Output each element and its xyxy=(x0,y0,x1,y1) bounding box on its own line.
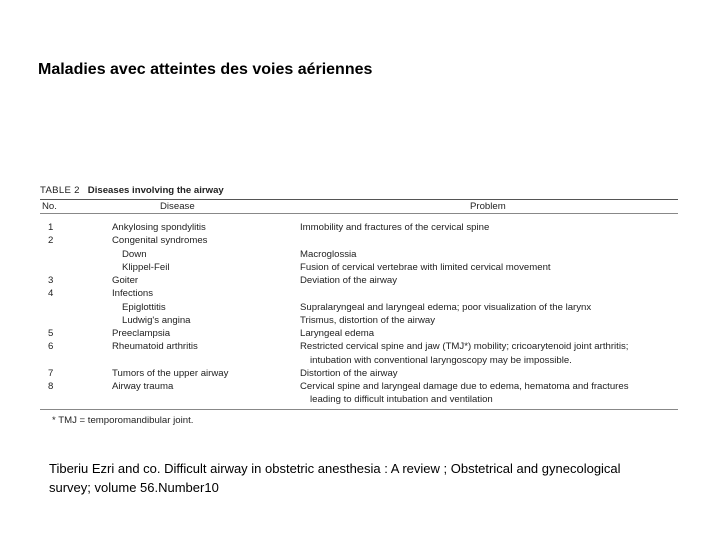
citation: Tiberiu Ezri and co. Difficult airway in obstetric anesthesia : A review ; Obstetrical and gynecological survey; volume 56.Number10 xyxy=(49,461,621,495)
row-disease: Congenital syndromes xyxy=(112,235,208,247)
table-header-rule xyxy=(40,213,678,214)
row-no: 6 xyxy=(48,341,54,353)
table-row xyxy=(40,274,678,287)
row-problem: Laryngeal edema xyxy=(300,328,375,339)
row-no: 7 xyxy=(48,367,54,379)
row-problem: Supralaryngeal and laryngeal edema; poor visualization of the larynx xyxy=(300,301,592,313)
row-no: 2 xyxy=(48,235,54,247)
row-problem: Cervical spine and laryngeal damage due to edema, hematoma and fractures xyxy=(300,381,629,392)
table-body xyxy=(40,221,678,407)
row-disease: Klippel-Feil xyxy=(122,261,170,273)
row-no: 1 xyxy=(48,222,54,233)
header-disease: Disease xyxy=(160,201,195,212)
table-label: TABLE 2 xyxy=(40,185,80,196)
table-caption xyxy=(40,183,678,198)
header-problem: Problem xyxy=(470,201,506,212)
table-row xyxy=(40,301,678,314)
row-problem: Fusion of cervical vertebrae with limited cervical movement xyxy=(300,261,551,273)
row-problem: intubation with conventional laryngoscopy may be impossible. xyxy=(310,354,572,366)
row-no: 8 xyxy=(48,381,54,392)
table-row xyxy=(40,393,678,406)
table-title: Diseases involving the airway xyxy=(87,185,224,196)
table-row xyxy=(40,354,678,367)
header-no: No. xyxy=(42,201,57,212)
table-row xyxy=(40,234,678,247)
row-disease: Down xyxy=(122,248,147,260)
table-top-rule xyxy=(40,199,678,200)
row-disease: Rheumatoid arthritis xyxy=(112,341,198,353)
row-disease: Ankylosing spondylitis xyxy=(112,222,206,233)
table-row xyxy=(40,261,678,274)
table-row xyxy=(40,248,678,261)
airway-diseases-table xyxy=(40,183,678,426)
row-disease: Goiter xyxy=(112,275,139,286)
row-no: 4 xyxy=(48,288,54,300)
row-no: 5 xyxy=(48,328,54,339)
row-disease: Airway trauma xyxy=(112,381,174,392)
table-row xyxy=(40,340,678,353)
row-problem: leading to difficult intubation and ventilation xyxy=(310,394,493,406)
row-problem: Deviation of the airway xyxy=(300,275,398,286)
row-disease: Ludwig's angina xyxy=(122,314,191,326)
table-row xyxy=(40,221,678,234)
table-row xyxy=(40,314,678,327)
table-footnote: * TMJ = temporomandibular joint. xyxy=(52,415,194,426)
row-problem: Trismus, distortion of the airway xyxy=(300,314,436,326)
table-row xyxy=(40,367,678,380)
table-bottom-rule xyxy=(40,409,678,410)
table-row xyxy=(40,287,678,300)
row-problem: Immobility and fractures of the cervical spine xyxy=(300,222,490,233)
row-problem: Restricted cervical spine and jaw (TMJ*) mobility; cricoarytenoid joint arthritis; xyxy=(300,341,629,353)
row-no: 3 xyxy=(48,275,54,286)
row-disease: Epiglottitis xyxy=(122,301,166,313)
row-disease: Tumors of the upper airway xyxy=(112,367,229,379)
row-disease: Preeclampsia xyxy=(112,328,171,339)
table-row xyxy=(40,327,678,340)
row-problem: Distortion of the airway xyxy=(300,367,398,379)
row-disease: Infections xyxy=(112,288,154,300)
row-problem: Macroglossia xyxy=(300,248,357,260)
slide-title: Maladies avec atteintes des voies aériennes xyxy=(38,61,373,78)
table-row xyxy=(40,380,678,393)
